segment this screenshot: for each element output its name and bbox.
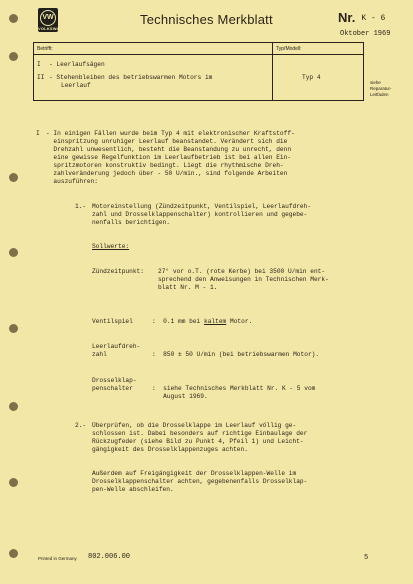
side-note-line: siehe bbox=[370, 80, 381, 85]
vw-logo-brand: VOLKSWAGEN bbox=[38, 26, 69, 31]
box-divider bbox=[272, 43, 273, 100]
ventil-value-post: Motor. bbox=[226, 318, 253, 325]
betrifft-label: Betrifft: bbox=[37, 46, 53, 52]
subject-item-num: I bbox=[37, 61, 41, 68]
zzp-label: Zündzeitpunkt: bbox=[92, 268, 144, 275]
box-rule bbox=[34, 54, 363, 55]
ventil-value-pre: : 0.1 mm bei bbox=[152, 318, 204, 325]
subject-item-num: II bbox=[37, 74, 45, 81]
subject-box bbox=[33, 42, 364, 101]
text-line: nenfalls berichtigen. bbox=[92, 219, 170, 226]
punch-hole bbox=[9, 402, 18, 411]
punch-hole bbox=[9, 52, 18, 61]
text-line: Drehzahl unwesentlich, besteht die Beanstandung zu unrecht, denn bbox=[46, 146, 292, 153]
vw-logo bbox=[38, 8, 69, 32]
text-line: - In einigen Fällen wurde beim Typ 4 mit elektronischer Kraftstoff- bbox=[46, 130, 295, 137]
text-line: spritzmotoren konstruktiv bedingt. Liegt die rhythmische Dreh- bbox=[46, 162, 284, 169]
document-code: 802.006.00 bbox=[88, 553, 131, 561]
typ-value: Typ 4 bbox=[302, 74, 321, 81]
step-number: 2.- bbox=[75, 422, 87, 429]
typ-label: Typ/Modell: bbox=[276, 46, 302, 52]
drossel-label: penschalter bbox=[92, 385, 133, 392]
document-title: Technisches Merkblatt bbox=[140, 12, 273, 27]
text-line: pen-Welle abschleifen. bbox=[92, 486, 174, 493]
punch-hole bbox=[9, 549, 18, 558]
document-date: Oktober 1969 bbox=[340, 30, 391, 38]
document-number bbox=[338, 10, 385, 25]
text-line: zahlveränderung jedoch über - 50 U/min., sind folgende Arbeiten bbox=[46, 170, 288, 177]
section-number: I bbox=[36, 130, 40, 137]
page-number: 5 bbox=[364, 554, 369, 562]
number-label: Nr. bbox=[338, 10, 356, 25]
leerlauf-label: zahl bbox=[92, 351, 107, 358]
side-note bbox=[370, 80, 392, 98]
drossel-value: August 1969. bbox=[152, 393, 208, 400]
subject-item-text: - Stehenbleiben des betriebswarmen Motors im bbox=[49, 74, 213, 81]
punch-hole bbox=[9, 14, 18, 23]
text-line: gängigkeit des Drosselklappenzuges achten. bbox=[92, 446, 248, 453]
text-line: eine gewisse Regelfunktion im Leerlaufbetrieb ist bei allen Ein- bbox=[46, 154, 292, 161]
text-line: zahl und Drosselklappenschalter) kontrollieren und gegebe- bbox=[92, 211, 308, 218]
zzp-value: blatt Nr. M - 1. bbox=[158, 284, 218, 291]
leerlauf-value: : 850 ± 50 U/min (bei betriebswarmen Motor). bbox=[152, 351, 320, 358]
punch-hole bbox=[9, 248, 18, 257]
side-note-line: Reparatur- bbox=[370, 86, 392, 91]
text-line: Außerdem auf Freigängigkeit der Drosselklappen-Welle im bbox=[92, 470, 297, 477]
side-note-line: Leitfaden bbox=[370, 92, 389, 97]
subject-item-text: Leerlauf bbox=[61, 82, 91, 89]
drossel-label: Drosselklap- bbox=[92, 377, 137, 384]
punch-hole bbox=[9, 324, 18, 333]
punch-hole bbox=[9, 173, 18, 182]
zzp-value: sprechend den Anweisungen in Technischen Merk- bbox=[158, 276, 329, 283]
punch-hole bbox=[9, 478, 18, 487]
sollwerte-heading: Sollwerte: bbox=[92, 243, 130, 250]
text-line: Drosselklappenschalter achten, gegebenenfalls Drosselklap- bbox=[92, 478, 308, 485]
leerlauf-label: Leerlaufdreh- bbox=[92, 343, 141, 350]
text-line: einspritzung unruhiger Leerlauf beanstandet. Verändert sich die bbox=[46, 138, 288, 145]
ventil-value-emphasis: kaltem bbox=[203, 318, 227, 325]
drossel-value: : siehe Technisches Merkblatt Nr. K - 5 vom bbox=[152, 385, 316, 392]
text-line: Rückzugfeder (siehe Bild zu Punkt 4, Pfeil 1) und Leicht- bbox=[92, 438, 304, 445]
text-line: schlossen ist. Dabei besonders auf richtige Einbaulage der bbox=[92, 430, 308, 437]
printed-in: Printed in Germany bbox=[38, 556, 77, 561]
zzp-value: 27° vor o.T. (rote Kerbe) bei 3500 U/min ent- bbox=[158, 268, 326, 275]
step-number: 1.- bbox=[75, 203, 87, 210]
subject-item-text: - Leerlaufsägen bbox=[49, 61, 105, 68]
text-line: Motoreinstellung (Zündzeitpunkt, Ventilspiel, Leerlaufdreh- bbox=[92, 203, 312, 210]
vw-logo-mark: VW bbox=[40, 10, 56, 26]
number-value: K - 6 bbox=[361, 14, 386, 23]
ventil-value bbox=[152, 318, 252, 326]
ventil-label: Ventilspiel bbox=[92, 318, 133, 325]
text-line: auszuführen: bbox=[46, 178, 98, 185]
text-line: Überprüfen, ob die Drosselklappe im Leerlauf völlig ge- bbox=[92, 422, 297, 429]
